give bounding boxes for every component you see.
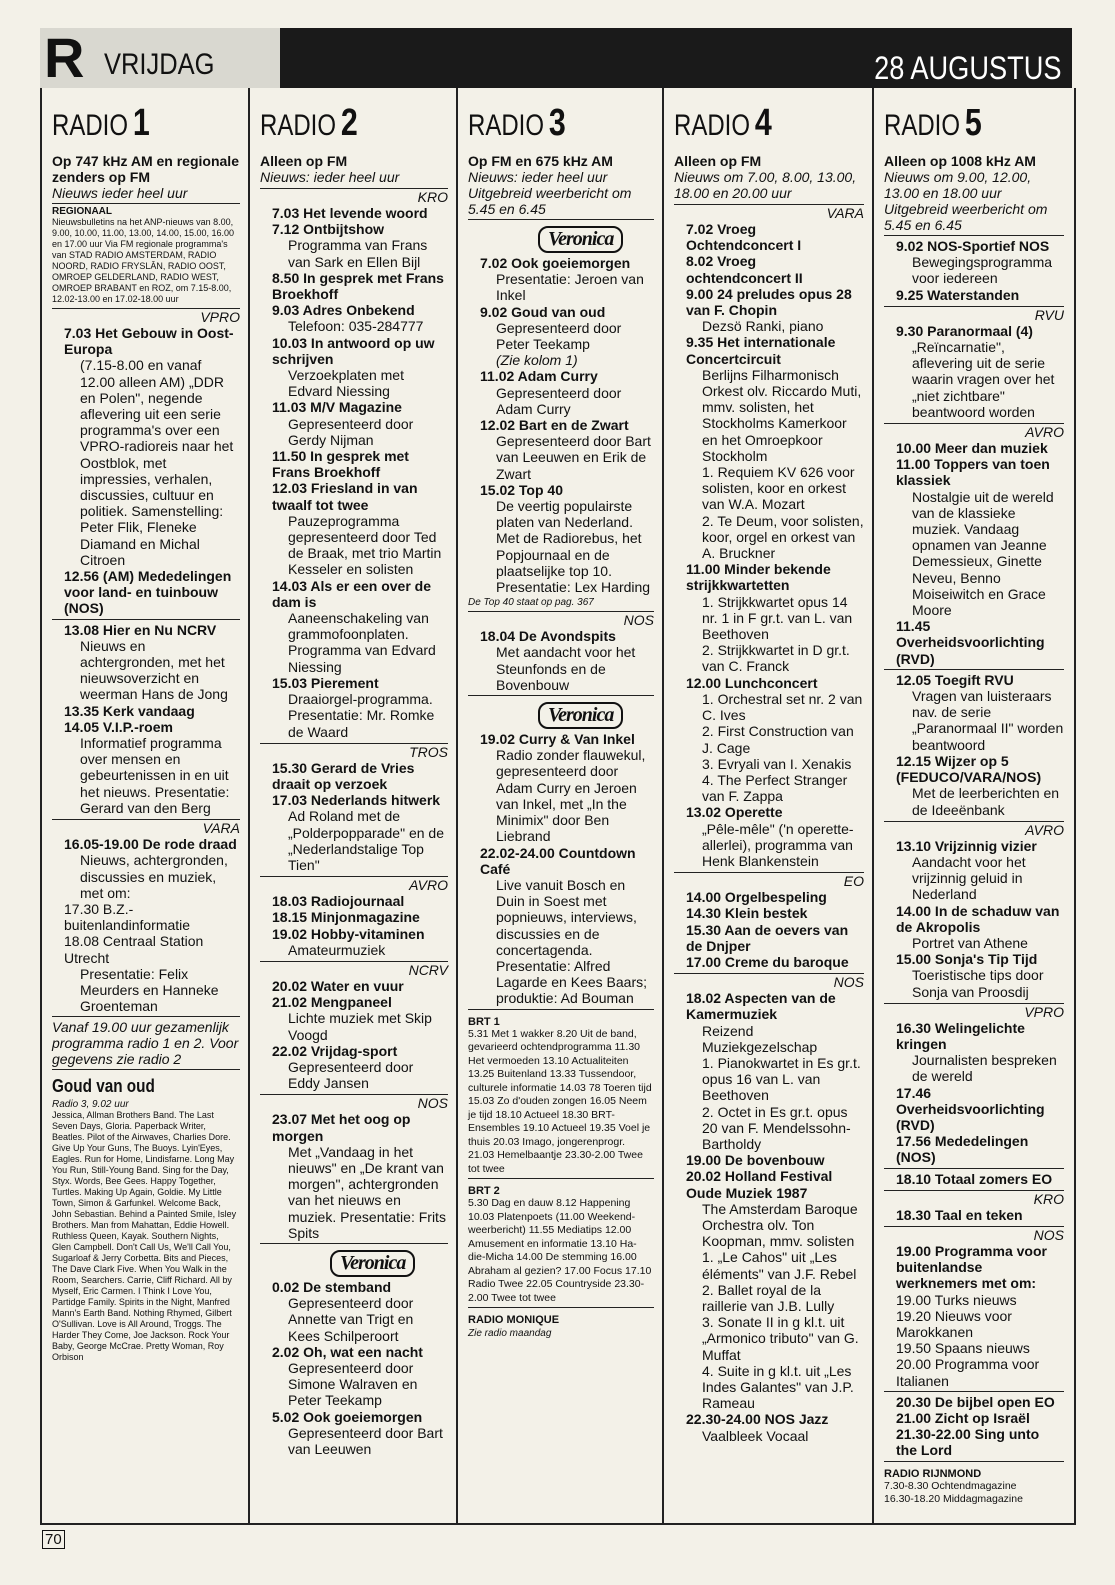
program-entry: 7.02 Ook goeiemorgen Presentatie: Jeroen van Inkel 9.02 Goud van oud Gepresenteerd door Peter Teekamp (Zie kolom 1) 11.02 Adam Curry Gepresenteerd door Adam Curry 12.02 Bart en de Zwart Gepresenteerd door Bart van Leeuwen en Erik de Zwart 15.02 Top 40 De veertig populairste platen van Nederland. Met de Radiorebus, het Popjournaal en de plaatselijke top 10. Presentatie: Lex Harding — [480, 255, 651, 596]
divider — [52, 203, 240, 204]
broadcaster-label: VARA — [52, 819, 240, 836]
divider — [468, 219, 654, 220]
radio-grid — [40, 88, 1076, 1525]
divider — [884, 1391, 1064, 1392]
radio-1-heading: RADIO 1 — [52, 102, 150, 144]
program-entry: 7.03 Het levende woord 7.12 Ontbijtshow Programma van Frans van Sark en Ellen Bijl 8.50 In gesprek met Frans Broekhoff 9.03 Adres Onbekend Telefoon: 035-284777 10.03 In antwoord op uw schrijven Verzoekplaten met Edvard Niessing 11.03 M/V Magazine Gepresenteerd door Gerdy Nijman 11.50 In gesprek met Frans Broekhoff 12.03 Friesland in van twaalf tot twee Pauzeprogramma gepresenteerd door Ted de Braak, met trio Martin Kesseler en solisten 14.03 Als er een over de dam is Aaneenschakeling van grammofoonplaten. Programma van Edvard Niessing 15.03 Pierement Draaiorgel-programma. Presentatie: Mr. Romke de Waard — [272, 205, 444, 740]
radio-4-intro: Alleen op FM — [674, 153, 762, 169]
program-entry: 13.10 Vrijzinnig vizier Aandacht voor het vrijzinnig geluid in Nederland 14.00 In de schaduw van de Akropolis Portret van Athene 15.00 Sonja's Tip Tijd Toeristische tips door Sonja van Proosdij — [896, 837, 1060, 1000]
program-entry: 16.05-19.00 De rode draad Nieuws, achtergronden, discussies en muziek, met om: 17.30 B.Z.-buitenlandinformatie 18.08 Centraal Station Utrecht Presentatie: Felix Meurders en Hanneke Groenteman — [64, 836, 237, 1015]
radio-5-heading: RADIO 5 — [884, 102, 982, 144]
program-entry: 7.02 Vroeg Ochtendconcert I 8.02 Vroeg ochtendconcert II 9.00 24 preludes opus 28 van F. Chopin Dezsö Ranki, piano 9.35 Het internationale Concertcircuit Berlijns Filharmonisch Orkest olv. Riccardo Muti, mmv. solisten, het Stockholms Kamerkoor en het Omroepkoor Stockholm 1. Requiem KV 626 voor solisten, koor en orkest van W.A. Mozart 2. Te Deum, voor solisten, koor, orgel en orkest van A. Bruckner 11.00 Minder bekende strijkkwartetten 1. Strijkkwartet opus 14 nr. 1 in F gr.t. van L. van Beethoven 2. Strijkkwartet in D gr.t. van C. Franck 12.00 Lunchconcert 1. Orchestral set nr. 2 van C. Ives 2. First Construction van J. Cage 3. Evryali van I. Xenakis 4. The Perfect Stranger van F. Zappa 13.02 Operette „Pêle-mêle" ('n operette-allerlei), programma van Henk Blankenstein — [686, 221, 864, 869]
broadcaster-label: VARA — [674, 204, 864, 221]
divider — [884, 1461, 1064, 1462]
radio-4-news: Nieuws om 7.00, 8.00, 13.00, 18.00 en 20.00 uur — [674, 169, 857, 201]
broadcaster-label: NOS — [884, 1226, 1064, 1243]
radio-3-news: Nieuws: ieder heel uur Uitgebreid weerbericht om 5.45 en 6.45 — [468, 169, 632, 217]
radio-3-intro: Op FM en 675 kHz AM — [468, 153, 613, 169]
radio-5-news: Nieuws om 9.00, 12.00, 13.00 en 18.00 uur Uitgebreid weerbericht om 5.45 en 6.45 — [884, 169, 1048, 233]
broadcaster-label: KRO — [260, 188, 448, 205]
brt2-title: BRT 2 — [468, 1185, 500, 1198]
program-entry: 18.04 De Avondspits Met aandacht voor het Steunfonds en de Bovenbouw — [480, 628, 636, 693]
broadcaster-label: AVRO — [884, 821, 1064, 838]
program-entry: 12.05 Toegift RVU Vragen van luisteraars nav. de serie „Paranormaal II" worden beantwoord 12.15 Wijzer op 5 (FEDUCO/VARA/NOS) Met de leerberichten en de Ideeënbank — [896, 671, 1064, 818]
broadcaster-label: VPRO — [52, 308, 240, 325]
program-entry: 18.10 Totaal zomers EO — [896, 1170, 1053, 1187]
radio-4-heading: RADIO 4 — [674, 102, 772, 144]
divider — [52, 1016, 240, 1017]
header-letter: R — [44, 26, 83, 89]
program-entry: 19.02 Curry & Van Inkel Radio zonder flauwekul, gepresenteerd door Adam Curry en Jeroen van Inkel, met „In the Minimix" door Ben Liebrand 22.02-24.00 Countdown Café Live vanuit Bosch en Duin in Soest met popnieuws, interviews, discussies en de concertagenda. Presentatie: Alfred Lagarde en Kees Baars; produktie: Ad Bouman — [480, 731, 647, 1007]
program-entry: 20.02 Water en vuur 21.02 Mengpaneel Lichte muziek met Skip Voogd 22.02 Vrijdag-sport Gepresenteerd door Eddy Jansen — [272, 977, 432, 1092]
program-entry: 18.02 Aspecten van de Kamermuziek Reizend Muziekgezelschap 1. Pianokwartet in Es gr.t. opus 16 van L. van Beethoven 2. Octet in Es gr.t. opus 20 van F. Mendelssohn-Bartholdy 19.00 De bovenbouw 20.02 Holland Festival Oude Muziek 1987 The Amsterdam Baroque Orchestra olv. Ton Koopman, mmv. solisten 1. „Le Cahos" uit „Les éléments" van J.F. Rebel 2. Ballet royal de la raillerie van J.B. Lully 3. Sonate II in g kl.t. uit „Armonico tributo" van G. Muffat 4. Suite in g kl.t. uit „Les Indes Galantes" van J.P. Rameau 22.30-24.00 NOS Jazz Vaalbleek Vocaal — [686, 990, 861, 1444]
program-entry: 9.30 Paranormaal (4) „Reïncarnatie", aflevering uit de serie waarin vragen over het „niet zichtbare" beantwoord worden — [896, 322, 1055, 420]
radio-4-column — [662, 88, 872, 1523]
goud-van-oud-playlist: Jessica, Allman Brothers Band. The Last Seven Days, Gloria. Paperback Writer, Beatles. Pilot of the Airwaves, Charlies Dore. Give Up Your Guns, The Buoys. Lyin'Eyes, Eagles. Run for Home, Lindisfarne. Long May You Run, Still-Young Band. Sing for the Day, Styx. Words, Bee Gees. Happy Together, Turtles. Making Up Again, Goldie. My Little Town, Simon & Garfunkel. Welcome Back, John Sebastian. Behind a Painted Smile, Isley Brothers. Man from Mahattan, Eddie Howell. Ruthless Queen, Kayak. Southern Nights, Glen Campbell. Don't Call Us, We'll Call You, Sugarloaf & Jerry Corbetta. Bits and Pieces, The Dave Clark Five. When You Walk in the Room, Searchers. Carrie, Cliff Richard. All by Myself, Eric Carmen. I Think I Love You, Partidge Family. Spirits in the Night, Manfred Mann's Earth Band. Nothing Rhymed, Gilbert O'Sullivan. Love is All Around, Troggs. The Harder They Come, Joe Jackson. Rock Your Baby, George McCrae. Pretty Woman, Roy Orbison — [52, 1110, 237, 1363]
program-entry: 16.30 Welingelichte kringen Journalisten bespreken de wereld 17.46 Overheidsvoorlichting (RVD) 17.56 Mededelingen (NOS) — [896, 1019, 1057, 1166]
veronica-logo: Veronica — [538, 226, 623, 253]
program-entry: 9.02 NOS-Sportief NOS Bewegingsprogramma voor iedereen 9.25 Waterstanden — [896, 238, 1053, 303]
divider — [468, 695, 654, 696]
divider — [468, 1307, 654, 1308]
divider — [884, 669, 1064, 670]
brt1-listing: 5.31 Met 1 wakker 8.20 Uit de band, gevarieerd ochtendprogramma 11.30 Het vermoeden 13.10 Actualiteiten 13.25 Buitenland 13.33 Tussendoor, culturele informatie 14.03 78 Toeren tijd 15.03 Zo d'ouden zongen 16.05 Neem je tijd 18.10 Actueel 18.30 BRT-Ensembles 19.10 Actueel 19.35 Voel je thuis 20.03 Imago, jongerenprogr. 21.03 Hemelbaantje 23.30-2.00 Twee tot twee — [468, 1027, 652, 1175]
radio-2-intro: Alleen op FM — [260, 153, 348, 169]
radio-monique-note: Zie radio maandag — [468, 1328, 552, 1340]
program-entry: 18.03 Radiojournaal 18.15 Minjonmagazine 19.02 Hobby-vitaminen Amateurmuziek — [272, 893, 425, 958]
divider — [468, 1009, 654, 1010]
radio-rijnmond-title: RADIO RIJNMOND — [884, 1467, 982, 1480]
broadcaster-label: RVU — [884, 306, 1064, 323]
broadcaster-label: EO — [674, 872, 864, 889]
broadcaster-label: AVRO — [884, 423, 1064, 440]
program-entry: 7.03 Het Gebouw in Oost-Europa (7.15-8.00 en vanaf 12.00 alleen AM) „DDR en Polen", negende aflevering uit een serie programma's over een VPRO-radioreis naar het Oostblok, met impressies, verhalen, discussies, cultuur en politiek. Samenstelling: Peter Flik, Fleneke Diamand en Michal Citroen 12.56 (AM) Mededelingen voor land- en tuinbouw (NOS) — [64, 325, 234, 617]
divider — [884, 1168, 1064, 1169]
radio-1-column — [42, 88, 248, 1523]
radio-rijnmond-line: 16.30-18.20 Middagmagazine — [884, 1493, 1023, 1506]
program-entry: 10.00 Meer dan muziek 11.00 Toppers van toen klassiek Nostalgie uit de wereld van de klassieke muziek. Vandaag opnamen van Jeanne Demessieux, Ginette Neveu, Benno Moiseiwitch en Grace Moore 11.45 Overheidsvoorlichting (RVD) — [896, 440, 1054, 667]
broadcaster-label: NOS — [260, 1094, 448, 1111]
broadcaster-label: TROS — [260, 743, 448, 760]
program-entry: 20.30 De bijbel open EO 21.00 Zicht op Israël 21.30-22.00 Sing unto the Lord — [896, 1393, 1055, 1459]
radio-rijnmond-line: 7.30-8.30 Ochtendmagazine — [884, 1479, 1017, 1492]
program-entry: 19.00 Programma voor buitenlandse werknemers met om: 19.00 Turks nieuws 19.20 Nieuws voor Marokkanen 19.50 Spaans nieuws 20.00 Programma voor Italianen — [896, 1242, 1047, 1389]
program-entry: 0.02 De stemband Gepresenteerd door Annette van Trigt en Kees Schilperoort 2.02 Oh, wat een nacht Gepresenteerd door Simone Walraven en Peter Teekamp 5.02 Ook goeiemorgen Gepresenteerd door Bart van Leeuwen — [272, 1278, 443, 1458]
radio-5-column — [872, 88, 1072, 1523]
radio-1-intro: Op 747 kHz AM en regionale zenders op FM — [52, 153, 239, 185]
radio-3-heading: RADIO 3 — [468, 102, 566, 144]
radio-5-intro: Alleen op 1008 kHz AM — [884, 153, 1036, 169]
program-entry: 18.30 Taal en teken — [896, 1206, 1023, 1223]
brt1-title: BRT 1 — [468, 1015, 500, 1028]
radio-2-news: Nieuws: ieder heel uur — [260, 169, 400, 185]
veronica-logo: Veronica — [330, 1250, 415, 1277]
program-entry: 15.30 Gerard de Vries draait op verzoek 17.03 Nederlands hitwerk Ad Roland met de „Polderpopparade" en de „Nederlandstalige Top Tien" — [272, 759, 444, 873]
header-day-block — [40, 28, 280, 88]
program-entry: 14.00 Orgelbespeling 14.30 Klein bestek 15.30 Aan de oevers van de Dnjper 17.00 Creme du baroque — [686, 889, 849, 970]
broadcaster-label: NCRV — [260, 961, 448, 978]
header-day: VRIJDAG — [104, 48, 215, 81]
divider — [468, 1178, 654, 1179]
divider — [52, 1069, 240, 1070]
radio-3-column — [456, 88, 662, 1523]
radio-2-heading: RADIO 2 — [260, 102, 358, 144]
radio-1-news: Nieuws ieder heel uur — [52, 185, 188, 201]
page-number: 70 — [42, 1530, 65, 1549]
program-entry: 13.08 Hier en Nu NCRV Nieuws en achtergronden, met het nieuwsoverzicht en weerman Hans de Jong 13.35 Kerk vandaag 14.05 V.I.P.-roem Informatief programma over mensen en gebeurtenissen in en uit het nieuws. Presentatie: Gerard van den Berg — [64, 621, 230, 816]
brt2-listing: 5.30 Dag en dauw 8.12 Happening 10.03 Platenpoets (11.00 Weekend-weerbericht) 11.55 Mediatips 12.00 Amusement en informatie 13.10 Ha-die-Micha 14.00 De stemming 16.00 Abraham al gezien? 17.00 Focus 17.10 Radio Twee 22.05 Countryside 23.30-2.00 Twee tot twee — [468, 1197, 652, 1304]
veronica-logo: Veronica — [538, 702, 623, 729]
header-date: 28 AUGUSTUS — [874, 50, 1062, 86]
broadcaster-label: NOS — [674, 973, 864, 990]
broadcaster-label: KRO — [884, 1190, 1064, 1207]
divider — [260, 1243, 448, 1244]
broadcaster-label: NOS — [468, 611, 654, 628]
divider — [884, 235, 1064, 236]
joint-programme-note: Vanaf 19.00 uur gezamenlijk programma radio 1 en 2. Voor gegevens zie radio 2 — [52, 1019, 239, 1068]
goud-van-oud-title: Goud van oud — [52, 1076, 155, 1097]
program-entry: 23.07 Met het oog op morgen Met „Vandaag in het nieuws" en „De krant van morgen", achtergronden van het nieuws en muziek. Presentatie: Frits Spits — [272, 1111, 446, 1241]
page-header — [40, 28, 1072, 88]
broadcaster-label: AVRO — [260, 876, 448, 893]
regional-block: REGIONAAL Nieuwsbulletins na het ANP-nieuws van 8.00, 9.00, 10.00, 11.00, 13.00, 14.00, 15.00, 16.00 en 17.00 uur Via FM regionale programma's van STAD RADIO AMSTERDAM, RADIO NOORD, RADIO FRYSLÂN, RADIO OOST, OMROEP GELDERLAND, RADIO WEST, OMROEP BRABANT en ROZ, om 7.15-8.00, 12.02-13.00 en 17.02-18.00 uur — [52, 206, 234, 304]
radio-monique-title: RADIO MONIQUE — [468, 1314, 560, 1327]
divider — [52, 619, 240, 620]
broadcaster-label: VPRO — [884, 1003, 1064, 1020]
radio-2-column — [248, 88, 456, 1523]
goud-van-oud-sub: Radio 3, 9.02 uur — [52, 1099, 129, 1111]
top40-note: De Top 40 staat op pag. 367 — [468, 597, 594, 609]
